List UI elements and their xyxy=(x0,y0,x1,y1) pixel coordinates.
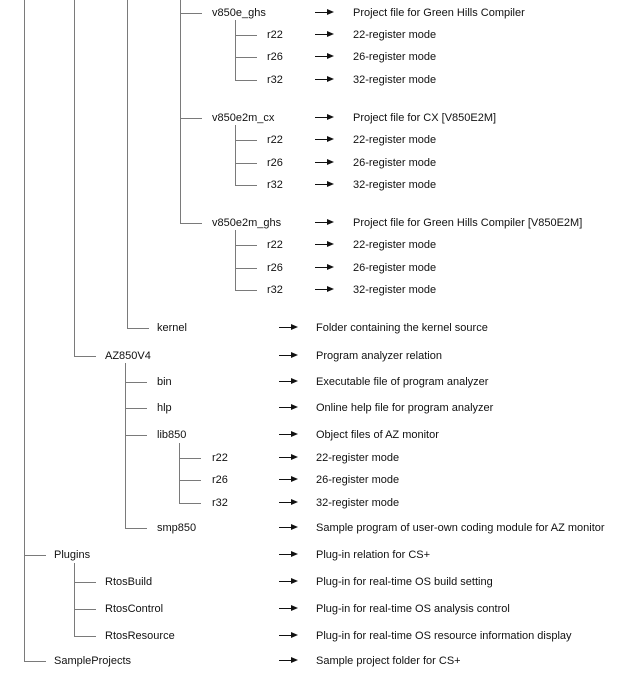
folder-name: AZ850V4 xyxy=(105,350,151,362)
arrow-icon xyxy=(315,111,334,125)
folder-name: hlp xyxy=(157,402,172,414)
folder-name: kernel xyxy=(157,322,187,334)
folder-description: Project file for Green Hills Compiler [V850E2M] xyxy=(353,217,583,229)
folder-name: v850e2m_cx xyxy=(212,112,275,124)
folder-description: Plug-in for real-time OS resource information display xyxy=(316,630,572,642)
folder-description: Project file for CX [V850E2M] xyxy=(353,112,497,124)
arrow-icon xyxy=(279,349,298,363)
tree-row xyxy=(0,156,622,170)
folder-description: Executable file of program analyzer xyxy=(316,376,489,388)
folder-name: SampleProjects xyxy=(54,655,132,667)
tree-row xyxy=(0,6,622,20)
arrow-icon xyxy=(279,548,298,562)
folder-description: Online help file for program analyzer xyxy=(316,402,494,414)
folder-description: Project file for Green Hills Compiler xyxy=(353,7,525,19)
folder-description: Sample project folder for CS+ xyxy=(316,655,461,667)
arrow-icon xyxy=(315,283,334,297)
folder-name: smp850 xyxy=(157,522,197,534)
folder-description: Plug-in for real-time OS build setting xyxy=(316,576,493,588)
arrow-icon xyxy=(279,496,298,510)
folder-description: 22-register mode xyxy=(353,29,437,41)
folder-description: 26-register mode xyxy=(353,157,437,169)
folder-description: 22-register mode xyxy=(353,239,437,251)
folder-name: r22 xyxy=(212,452,228,464)
arrow-icon xyxy=(315,73,334,87)
arrow-icon xyxy=(279,321,298,335)
arrow-icon xyxy=(315,178,334,192)
folder-description: 32-register mode xyxy=(316,497,400,509)
arrow-icon xyxy=(279,629,298,643)
tree-row xyxy=(0,111,622,125)
folder-description: 32-register mode xyxy=(353,284,437,296)
arrow-icon xyxy=(279,428,298,442)
tree-row xyxy=(0,548,622,562)
folder-description: 32-register mode xyxy=(353,179,437,191)
folder-description: 26-register mode xyxy=(316,474,400,486)
folder-description: Plug-in relation for CS+ xyxy=(316,549,431,561)
folder-name: bin xyxy=(157,376,172,388)
arrow-icon xyxy=(315,156,334,170)
tree-row xyxy=(0,473,622,487)
tree-row xyxy=(0,575,622,589)
arrow-icon xyxy=(279,602,298,616)
tree-row xyxy=(0,28,622,42)
arrow-icon xyxy=(279,521,298,535)
tree-row xyxy=(0,496,622,510)
folder-description: 22-register mode xyxy=(353,134,437,146)
arrow-icon xyxy=(315,133,334,147)
arrow-icon xyxy=(315,238,334,252)
folder-name: v850e_ghs xyxy=(212,7,266,19)
folder-name: Plugins xyxy=(54,549,91,561)
tree-row xyxy=(0,521,622,535)
folder-name: r22 xyxy=(267,134,283,146)
tree-row xyxy=(0,602,622,616)
folder-name: r22 xyxy=(267,29,283,41)
tree-row xyxy=(0,238,622,252)
folder-description: Folder containing the kernel source xyxy=(316,322,488,334)
folder-name: r26 xyxy=(267,262,283,274)
arrow-icon xyxy=(279,451,298,465)
arrow-icon xyxy=(315,28,334,42)
arrow-icon xyxy=(279,375,298,389)
tree-row xyxy=(0,178,622,192)
folder-name: r26 xyxy=(267,157,283,169)
tree-row xyxy=(0,451,622,465)
folder-name: r32 xyxy=(267,179,283,191)
folder-name: RtosResource xyxy=(105,630,175,642)
folder-name: r32 xyxy=(212,497,228,509)
tree-connector-line xyxy=(74,563,75,636)
tree-row xyxy=(0,428,622,442)
folder-name: r32 xyxy=(267,74,283,86)
folder-description: 26-register mode xyxy=(353,51,437,63)
folder-description: Plug-in for real-time OS analysis control xyxy=(316,603,510,615)
arrow-icon xyxy=(279,654,298,668)
tree-row xyxy=(0,73,622,87)
tree-row xyxy=(0,629,622,643)
folder-name: r22 xyxy=(267,239,283,251)
tree-row xyxy=(0,283,622,297)
folder-description: Object files of AZ monitor xyxy=(316,429,439,441)
tree-row xyxy=(0,321,622,335)
folder-description: 22-register mode xyxy=(316,452,400,464)
tree-row xyxy=(0,261,622,275)
folder-name: lib850 xyxy=(157,429,187,441)
folder-name: v850e2m_ghs xyxy=(212,217,282,229)
folder-name: RtosBuild xyxy=(105,576,153,588)
tree-row xyxy=(0,349,622,363)
arrow-icon xyxy=(315,6,334,20)
arrow-icon xyxy=(279,473,298,487)
tree-row xyxy=(0,654,622,668)
arrow-icon xyxy=(315,50,334,64)
folder-name: r26 xyxy=(267,51,283,63)
folder-description: Program analyzer relation xyxy=(316,350,442,362)
arrow-icon xyxy=(279,575,298,589)
tree-row xyxy=(0,133,622,147)
folder-name: RtosControl xyxy=(105,603,164,615)
folder-description: 26-register mode xyxy=(353,262,437,274)
tree-row xyxy=(0,375,622,389)
arrow-icon xyxy=(315,216,334,230)
tree-row xyxy=(0,216,622,230)
folder-name: r32 xyxy=(267,284,283,296)
folder-name: r26 xyxy=(212,474,228,486)
arrow-icon xyxy=(279,401,298,415)
folder-description: 32-register mode xyxy=(353,74,437,86)
tree-row xyxy=(0,401,622,415)
folder-description: Sample program of user-own coding module for AZ monitor xyxy=(316,522,605,534)
arrow-icon xyxy=(315,261,334,275)
tree-row xyxy=(0,50,622,64)
